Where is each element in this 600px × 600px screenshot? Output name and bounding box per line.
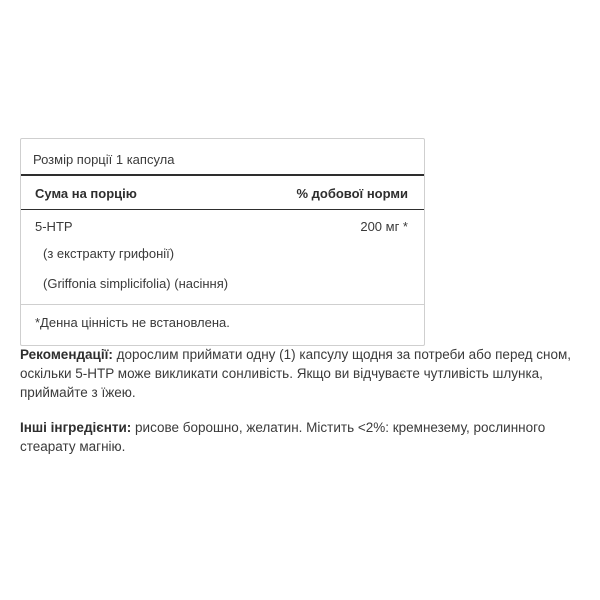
serving-size: Розмір порції 1 капсула	[21, 139, 424, 176]
ingredient-source-line-1: (з екстракту грифонії)	[43, 246, 175, 261]
daily-value-header: % добової норми	[296, 186, 408, 201]
facts-header	[21, 176, 424, 210]
other-ingredients-paragraph	[20, 418, 585, 456]
daily-value-footnote: *Денна цінність не встановлена.	[35, 315, 230, 330]
ingredient-amount: 200 мг *	[360, 219, 408, 234]
ingredient-source-line-2: (Griffonia simplicifolia) (насіння)	[21, 269, 424, 305]
other-ingredients-text: рисове борошно, желатин. Містить <2%: кремнезему, рослинного стеарату магнію.	[20, 420, 546, 454]
ingredient-name: 5-HTP	[35, 219, 73, 234]
recommendations-label: Рекомендації:	[20, 347, 113, 362]
supplement-facts-table	[20, 138, 425, 346]
recommendations-paragraph	[20, 345, 585, 402]
recommendations-text: дорослим приймати одну (1) капсулу щодня за потреби або перед сном, оскільки 5-HTP може викликати сонливість. Якщо ви відчуваєте чутливість шлунка, приймайте з їжею.	[20, 347, 572, 400]
other-ingredients-label: Інші інгредієнти:	[20, 420, 132, 435]
amount-per-serving-header: Сума на порцію	[35, 186, 137, 201]
ingredient-row	[21, 210, 424, 239]
